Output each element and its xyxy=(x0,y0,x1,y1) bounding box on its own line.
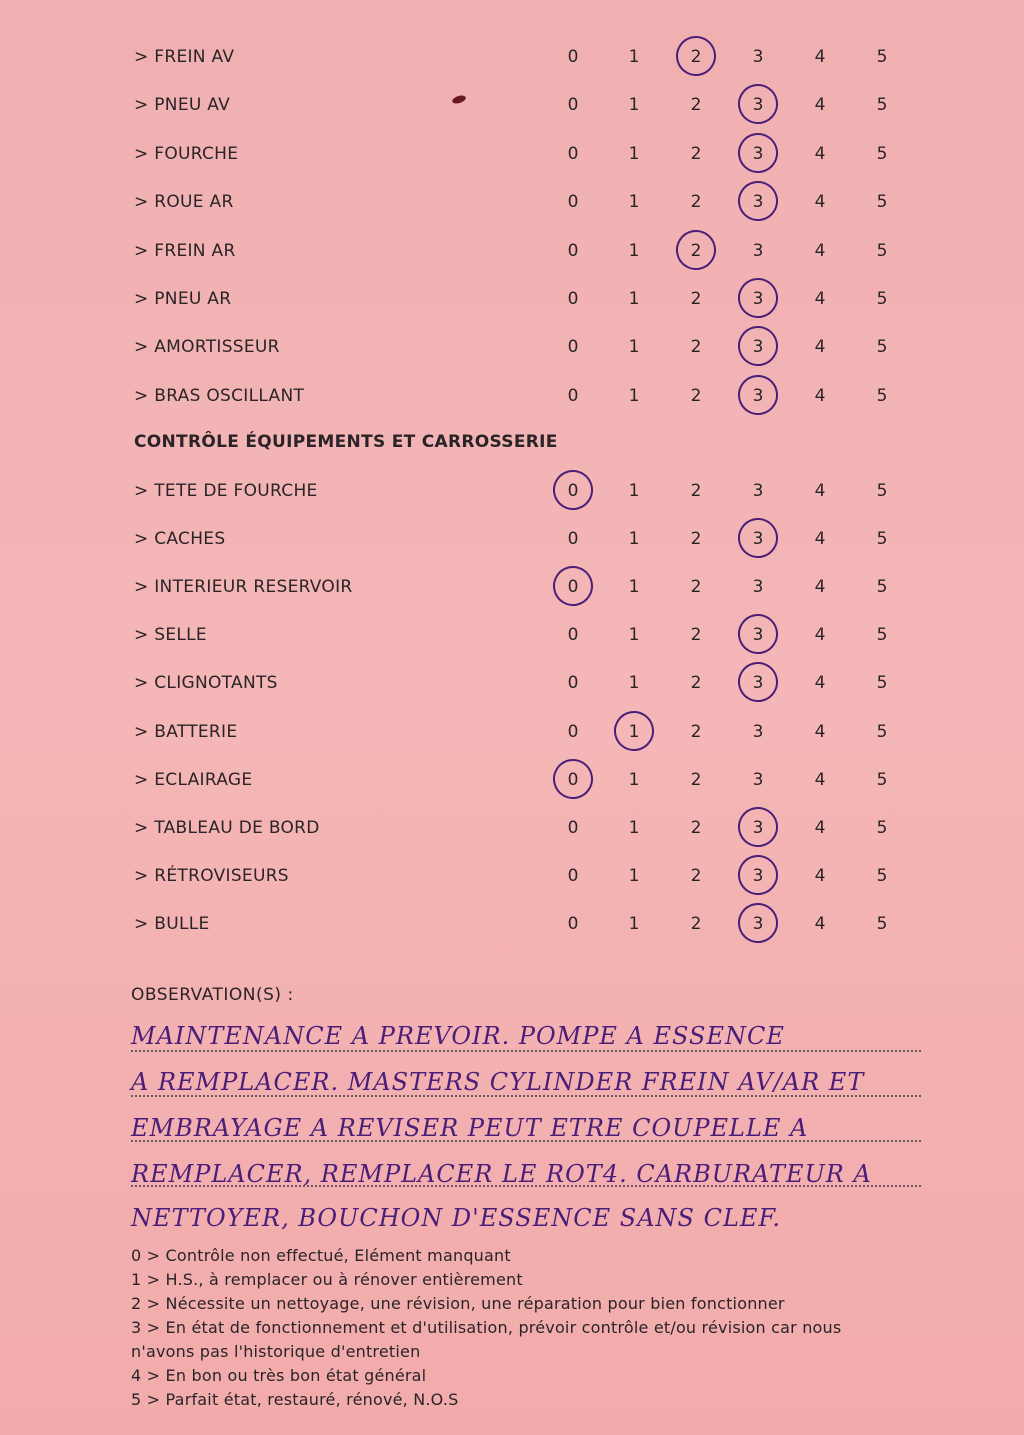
score-option: 1 xyxy=(628,481,640,501)
score-option: 0 xyxy=(567,625,579,646)
checklist-row xyxy=(0,236,1024,266)
observation-line: A REMPLACER. MASTERS CYLINDER FREIN AV/AR ET xyxy=(131,1068,865,1096)
selected-score-circle xyxy=(549,562,596,609)
score-option: 3 xyxy=(752,95,764,116)
score-option: 1 xyxy=(628,817,640,838)
checklist-row xyxy=(0,42,1024,72)
score-option: 5 xyxy=(876,817,888,838)
score-option: 4 xyxy=(814,673,826,694)
score-option: 3 xyxy=(752,47,764,67)
selected-score-circle xyxy=(734,851,781,898)
score-option: 2 xyxy=(690,865,702,886)
score-option: 4 xyxy=(814,481,826,501)
score-option: 0 xyxy=(567,673,579,694)
score-option: 1 xyxy=(628,529,640,550)
row-label: > TETE DE FOURCHE xyxy=(134,481,318,501)
selected-score-circle xyxy=(734,899,781,946)
row-label: > PNEU AV xyxy=(134,95,231,116)
score-option: 0 xyxy=(567,289,579,309)
score-option: 2 xyxy=(690,289,702,309)
checklist-row xyxy=(0,90,1024,120)
score-option: 2 xyxy=(690,143,702,164)
checklist-row xyxy=(0,476,1024,506)
observation-line: NETTOYER, BOUCHON D'ESSENCE SANS CLEF. xyxy=(131,1204,781,1232)
score-option: 4 xyxy=(814,47,826,67)
score-option: 2 xyxy=(690,192,702,213)
score-option: 0 xyxy=(567,769,579,790)
score-option: 0 xyxy=(567,865,579,886)
score-option: 4 xyxy=(814,865,826,886)
score-option: 4 xyxy=(814,913,826,934)
score-option: 2 xyxy=(690,337,702,358)
score-option: 2 xyxy=(690,95,702,116)
score-option: 3 xyxy=(752,865,764,886)
selected-score-circle xyxy=(734,803,781,850)
score-option: 0 xyxy=(567,240,579,261)
score-option: 5 xyxy=(876,47,888,67)
score-option: 5 xyxy=(876,865,888,886)
score-option: 0 xyxy=(567,529,579,550)
row-label: > RÉTROVISEURS xyxy=(134,865,289,886)
observation-line: EMBRAYAGE A REVISER PEUT ETRE COUPELLE A xyxy=(131,1114,809,1142)
score-option: 0 xyxy=(567,817,579,838)
score-option: 3 xyxy=(752,577,764,598)
score-option: 3 xyxy=(752,913,764,934)
score-option: 2 xyxy=(690,721,702,742)
checklist-row xyxy=(0,524,1024,554)
selected-score-circle xyxy=(734,274,781,321)
legend-line: 5 > Parfait état, restauré, rénové, N.O.S xyxy=(131,1390,459,1409)
score-option: 5 xyxy=(876,289,888,309)
score-option: 4 xyxy=(814,337,826,358)
score-option: 4 xyxy=(814,817,826,838)
score-option: 5 xyxy=(876,95,888,116)
score-option: 3 xyxy=(752,721,764,742)
score-option: 3 xyxy=(752,625,764,646)
score-option: 0 xyxy=(567,337,579,358)
score-option: 4 xyxy=(814,577,826,598)
score-option: 3 xyxy=(752,481,764,501)
score-option: 5 xyxy=(876,192,888,213)
score-option: 5 xyxy=(876,673,888,694)
score-option: 4 xyxy=(814,240,826,261)
score-option: 4 xyxy=(814,529,826,550)
score-option: 2 xyxy=(690,673,702,694)
score-option: 0 xyxy=(567,192,579,213)
selected-score-circle xyxy=(734,514,781,561)
selected-score-circle xyxy=(734,323,781,370)
section-title: CONTRÔLE ÉQUIPEMENTS ET CARROSSERIE xyxy=(134,432,558,452)
score-option: 5 xyxy=(876,529,888,550)
score-option: 1 xyxy=(628,240,640,261)
score-option: 5 xyxy=(876,721,888,742)
score-option: 1 xyxy=(628,913,640,934)
selected-score-circle xyxy=(672,32,719,79)
legend-line: 1 > H.S., à remplacer ou à rénover entièrement xyxy=(131,1270,523,1289)
row-label: > ROUE AR xyxy=(134,192,234,213)
score-option: 0 xyxy=(567,47,579,67)
score-option: 0 xyxy=(567,481,579,501)
row-label: > INTERIEUR RESERVOIR xyxy=(134,577,353,598)
row-label: > FOURCHE xyxy=(134,143,239,164)
legend-line: n'avons pas l'historique d'entretien xyxy=(131,1342,421,1361)
score-option: 4 xyxy=(814,769,826,790)
score-option: 5 xyxy=(876,240,888,261)
score-option: 3 xyxy=(752,143,764,164)
score-option: 2 xyxy=(690,385,702,406)
score-option: 1 xyxy=(628,625,640,646)
score-option: 5 xyxy=(876,337,888,358)
checklist-row xyxy=(0,717,1024,747)
score-option: 2 xyxy=(690,577,702,598)
score-option: 1 xyxy=(628,95,640,116)
score-option: 2 xyxy=(690,817,702,838)
checklist-row xyxy=(0,813,1024,843)
selected-score-circle xyxy=(549,755,596,802)
observation-line: MAINTENANCE A PREVOIR. POMPE A ESSENCE xyxy=(131,1022,785,1050)
score-option: 1 xyxy=(628,865,640,886)
score-option: 0 xyxy=(567,721,579,742)
checklist-row xyxy=(0,381,1024,411)
score-option: 2 xyxy=(690,529,702,550)
checklist-row xyxy=(0,668,1024,698)
row-label: > ECLAIRAGE xyxy=(134,769,253,790)
score-option: 3 xyxy=(752,240,764,261)
selected-score-circle xyxy=(734,177,781,224)
score-option: 5 xyxy=(876,385,888,406)
checklist-row xyxy=(0,620,1024,650)
score-option: 0 xyxy=(567,143,579,164)
score-option: 4 xyxy=(814,95,826,116)
score-option: 5 xyxy=(876,913,888,934)
score-option: 0 xyxy=(567,913,579,934)
score-option: 2 xyxy=(690,47,702,67)
score-option: 1 xyxy=(628,47,640,67)
score-option: 3 xyxy=(752,769,764,790)
score-option: 4 xyxy=(814,625,826,646)
selected-score-circle xyxy=(734,659,781,706)
score-option: 1 xyxy=(628,143,640,164)
score-option: 3 xyxy=(752,385,764,406)
score-option: 1 xyxy=(628,337,640,358)
score-option: 3 xyxy=(752,192,764,213)
score-option: 0 xyxy=(567,385,579,406)
score-option: 0 xyxy=(567,577,579,598)
score-option: 3 xyxy=(752,817,764,838)
score-option: 4 xyxy=(814,289,826,309)
score-option: 4 xyxy=(814,192,826,213)
checklist-row xyxy=(0,187,1024,217)
score-option: 5 xyxy=(876,143,888,164)
checklist-row xyxy=(0,572,1024,602)
checklist-row xyxy=(0,284,1024,314)
row-label: > CLIGNOTANTS xyxy=(134,673,278,694)
checklist-row xyxy=(0,332,1024,362)
selected-score-circle xyxy=(734,611,781,658)
selected-score-circle xyxy=(734,129,781,176)
legend-line: 2 > Nécessite un nettoyage, une révision, une réparation pour bien fonctionner xyxy=(131,1294,785,1313)
score-option: 4 xyxy=(814,385,826,406)
observation-line: REMPLACER, REMPLACER LE ROT4. CARBURATEUR A xyxy=(131,1160,872,1188)
score-option: 2 xyxy=(690,769,702,790)
score-option: 3 xyxy=(752,337,764,358)
legend-line: 0 > Contrôle non effectué, Elément manquant xyxy=(131,1246,511,1265)
selected-score-circle xyxy=(734,371,781,418)
score-option: 1 xyxy=(628,721,640,742)
score-option: 5 xyxy=(876,625,888,646)
row-label: > CACHES xyxy=(134,529,226,550)
row-label: > SELLE xyxy=(134,625,207,646)
row-label: > BATTERIE xyxy=(134,721,238,742)
score-option: 4 xyxy=(814,721,826,742)
score-option: 1 xyxy=(628,673,640,694)
observations-label: OBSERVATION(S) : xyxy=(131,985,294,1005)
row-label: > AMORTISSEUR xyxy=(134,337,280,358)
score-option: 1 xyxy=(628,192,640,213)
score-option: 5 xyxy=(876,577,888,598)
row-label: > FREIN AV xyxy=(134,47,235,67)
score-option: 1 xyxy=(628,289,640,309)
legend-line: 4 > En bon ou très bon état général xyxy=(131,1366,427,1385)
score-option: 2 xyxy=(690,913,702,934)
legend-line: 3 > En état de fonctionnement et d'utilisation, prévoir contrôle et/ou révision car nous xyxy=(131,1318,842,1337)
selected-score-circle xyxy=(549,466,596,513)
score-option: 4 xyxy=(814,143,826,164)
row-label: > TABLEAU DE BORD xyxy=(134,817,320,838)
score-option: 1 xyxy=(628,385,640,406)
score-option: 3 xyxy=(752,289,764,309)
score-option: 5 xyxy=(876,481,888,501)
score-option: 5 xyxy=(876,769,888,790)
row-label: > BULLE xyxy=(134,913,210,934)
score-option: 2 xyxy=(690,481,702,501)
selected-score-circle xyxy=(672,226,719,273)
selected-score-circle xyxy=(734,81,781,128)
checklist-row xyxy=(0,909,1024,939)
score-option: 3 xyxy=(752,529,764,550)
checklist-row xyxy=(0,861,1024,891)
score-option: 2 xyxy=(690,625,702,646)
selected-score-circle xyxy=(610,707,657,754)
checklist-row xyxy=(0,765,1024,795)
score-option: 3 xyxy=(752,673,764,694)
score-option: 1 xyxy=(628,577,640,598)
row-label: > BRAS OSCILLANT xyxy=(134,385,305,406)
score-option: 0 xyxy=(567,95,579,116)
score-option: 1 xyxy=(628,769,640,790)
row-label: > PNEU AR xyxy=(134,289,232,309)
row-label: > FREIN AR xyxy=(134,240,236,261)
score-option: 2 xyxy=(690,240,702,261)
checklist-row xyxy=(0,139,1024,169)
